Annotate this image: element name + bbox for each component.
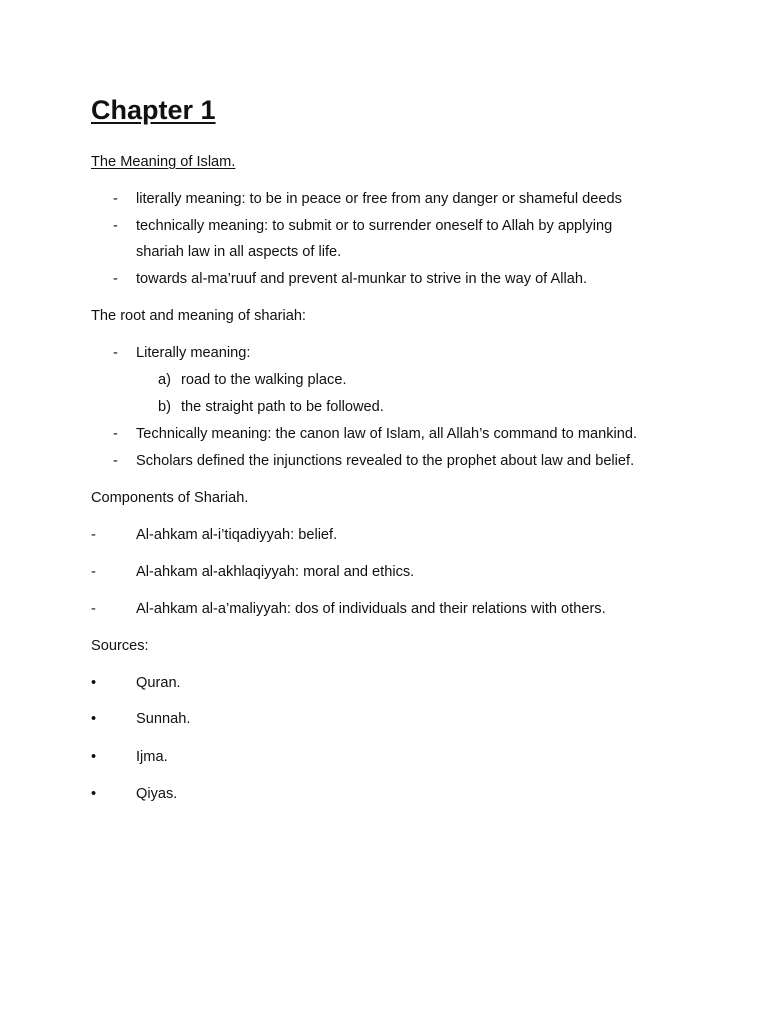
root-heading: The root and meaning of shariah:	[91, 308, 306, 324]
dash-marker: -	[113, 453, 118, 469]
meaning-heading: The Meaning of Islam.	[91, 154, 236, 170]
root-sub-item-a: road to the walking place.	[181, 372, 347, 388]
sub-marker-b: b)	[158, 399, 171, 415]
dash-marker: -	[113, 426, 118, 442]
bullet-marker: •	[91, 711, 97, 727]
meaning-item-technical: technically meaning: to submit or to surrender oneself to Allah by applying	[136, 218, 613, 234]
components-heading: Components of Shariah.	[91, 490, 249, 506]
root-item-scholars: Scholars defined the injunctions revealed to the prophet about law and belief.	[136, 453, 635, 469]
root-item-literal: Literally meaning:	[136, 345, 251, 361]
meaning-item-literal: literally meaning: to be in peace or free from any danger or shameful deeds	[136, 191, 622, 207]
source-item-quran: Quran.	[136, 675, 181, 691]
sources-heading: Sources:	[91, 638, 149, 654]
dash-marker: -	[113, 218, 118, 234]
dash-marker: -	[91, 527, 96, 543]
source-item-qiyas: Qiyas.	[136, 786, 178, 802]
root-item-technical: Technically meaning: the canon law of Islam, all Allah’s command to mankind.	[136, 426, 638, 442]
dash-marker: -	[91, 601, 96, 617]
root-sub-item-b: the straight path to be followed.	[181, 399, 384, 415]
meaning-item-technical-cont: shariah law in all aspects of life.	[136, 244, 342, 260]
component-item-belief: Al-ahkam al-i’tiqadiyyah: belief.	[136, 527, 338, 543]
meaning-item-maruuf: towards al-ma’ruuf and prevent al-munkar to strive in the way of Allah.	[136, 271, 587, 287]
dash-marker: -	[113, 345, 118, 361]
dash-marker: -	[113, 191, 118, 207]
dash-marker: -	[113, 271, 118, 287]
bullet-marker: •	[91, 749, 97, 765]
source-item-sunnah: Sunnah.	[136, 711, 191, 727]
sub-marker-a: a)	[158, 372, 171, 388]
source-item-ijma: Ijma.	[136, 749, 168, 765]
chapter-title: Chapter 1	[91, 95, 216, 125]
component-item-moral: Al-ahkam al-akhlaqiyyah: moral and ethics.	[136, 564, 415, 580]
dash-marker: -	[91, 564, 96, 580]
bullet-marker: •	[91, 675, 97, 691]
component-item-dos: Al-ahkam al-a’maliyyah: dos of individuals and their relations with others.	[136, 601, 606, 617]
bullet-marker: •	[91, 786, 97, 802]
